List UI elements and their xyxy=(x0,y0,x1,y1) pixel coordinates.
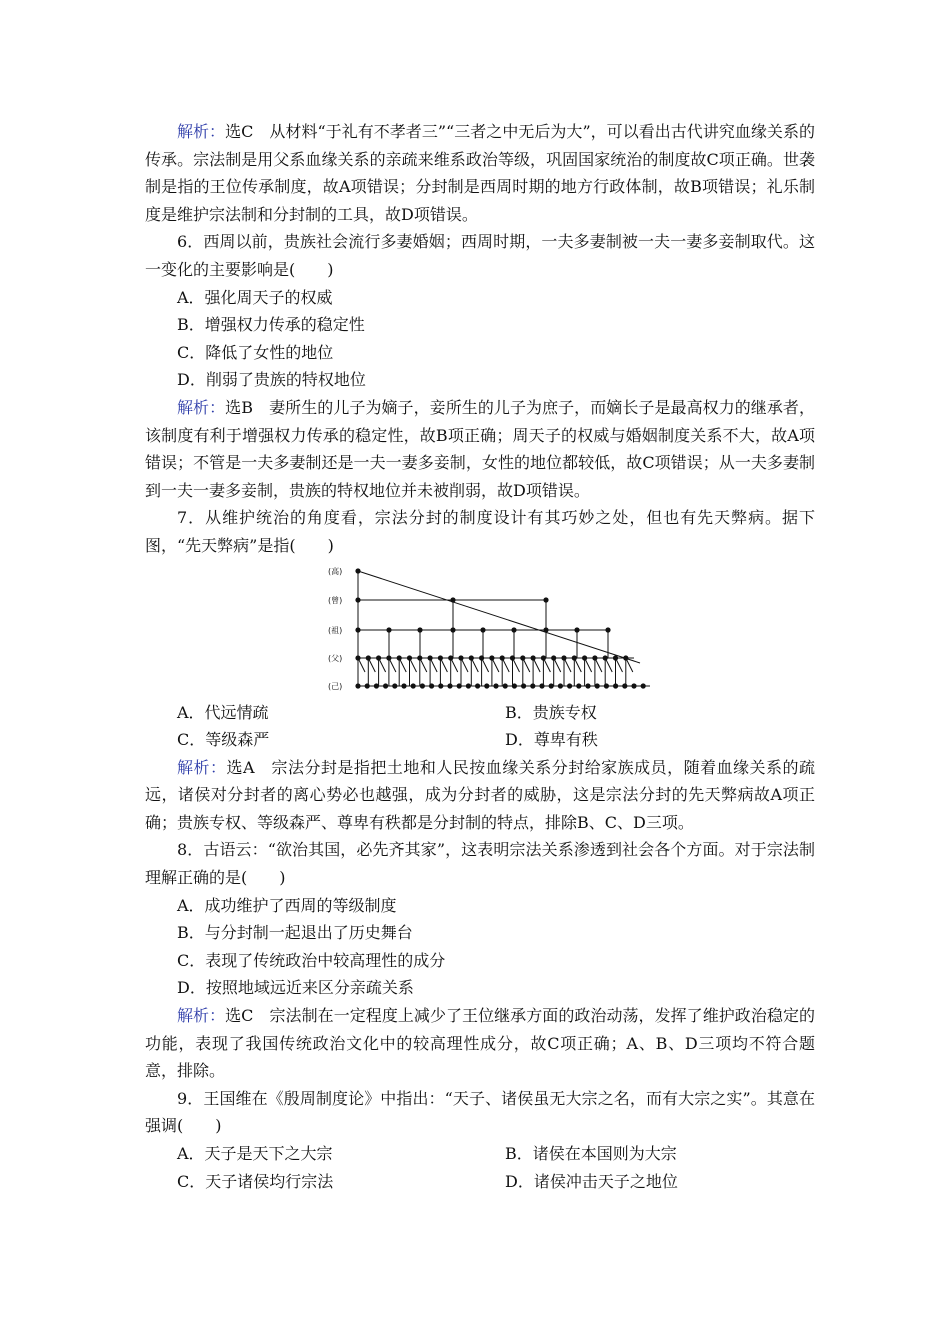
question-stem: 7．从维护统治的角度看，宗法分封的制度设计有其巧妙之处，但也有先天弊病。据下图，“先天弊病”是指( ) xyxy=(145,508,815,555)
tree-node xyxy=(574,627,579,632)
tree-node xyxy=(480,627,485,632)
tree-node xyxy=(355,568,360,573)
tree-node xyxy=(447,683,452,688)
tree-node xyxy=(458,655,463,660)
tree-node xyxy=(355,597,360,602)
analysis-text: 选A 宗法分封是指把土地和人民按血缘关系分封给家族成员，随着血缘关系的疏远，诸侯对分封者的离心势必也越强，成为分封者的威胁，这是宗法分封的先天弊病故A项正确；贵族专权、等级森严、尊卑有秩都是分封制的特点，排除B、C、D三项。 xyxy=(145,757,815,832)
analysis-label: 解析： xyxy=(177,1006,226,1026)
generation-label: (曾) xyxy=(328,595,343,605)
tree-node xyxy=(604,683,609,688)
analysis-label: 解析： xyxy=(177,122,226,141)
tree-node xyxy=(383,683,388,688)
tree-node xyxy=(521,683,526,688)
analysis-paragraph xyxy=(145,118,815,228)
tree-node xyxy=(407,655,412,660)
analysis-label: 解析： xyxy=(177,397,226,417)
tree-node xyxy=(386,655,391,660)
tree-node xyxy=(613,683,618,688)
tree-node xyxy=(585,683,590,688)
answer-option: C．等级森严 xyxy=(177,730,270,750)
tree-node xyxy=(355,655,360,660)
tree-node xyxy=(355,683,360,688)
question-stem: 9．王国维在《殷周制度论》中指出：“天子、诸侯虽无大宗之名，而有大宗之实”。其意在强调( ) xyxy=(145,1088,815,1136)
tree-node xyxy=(641,683,646,688)
tree-node xyxy=(489,655,494,660)
tree-node xyxy=(592,655,597,660)
answer-option: C．降低了女性的地位 xyxy=(177,342,334,362)
answer-option: B．诸侯在本国则为大宗 xyxy=(505,1144,677,1163)
tree-node xyxy=(374,683,379,688)
answer-option: A．代远情疏 xyxy=(177,702,269,722)
tree-node xyxy=(511,627,516,632)
tree-node xyxy=(392,683,397,688)
tree-node xyxy=(450,597,455,602)
tree-node xyxy=(386,627,391,632)
tree-node xyxy=(567,683,572,688)
tree-node xyxy=(429,683,434,688)
tree-node xyxy=(469,655,474,660)
generation-label: (父) xyxy=(328,653,343,663)
tree-node xyxy=(582,655,587,660)
tree-node xyxy=(457,683,462,688)
tree-node xyxy=(539,683,544,688)
tree-node xyxy=(512,683,517,688)
generation-label: (祖) xyxy=(328,625,343,635)
generation-label: (己) xyxy=(328,681,343,691)
analysis-text: 选C 从材料“于礼有不孝者三”“三者之中无后为大”，可以看出古代讲究血缘关系的传承。宗法制是用父系血缘关系的亲疏来维系政治等级，巩固国家统治的制度故C项正确。世袭制是指的王位传承制度，故A项错误；分封制是西周时期的地方行政体制，故B项错误；礼乐制度是维护宗法制和分封制的工具，故D项错误。 xyxy=(145,122,815,224)
tree-node xyxy=(541,655,546,660)
answer-option: C．天子诸侯均行宗法 xyxy=(177,1171,334,1191)
answer-option: A．强化周天子的权威 xyxy=(177,287,333,307)
answer-option-row xyxy=(145,726,815,754)
answer-option: D．按照地域远近来区分亲疏关系 xyxy=(177,978,414,998)
tree-node xyxy=(543,627,548,632)
tree-node xyxy=(551,655,556,660)
tree-node xyxy=(510,655,515,660)
tree-node xyxy=(558,683,563,688)
analysis-text: 选C 宗法制在一定程度上减少了王位继承方面的政治动荡，发挥了维护政治稳定的功能，表现了我国传统政治文化中的较高理性成分，故C项正确；A、B、D三项均不符合题意，排除。 xyxy=(145,1006,815,1081)
tree-node xyxy=(549,683,554,688)
tree-node xyxy=(450,627,455,632)
tree-node xyxy=(448,655,453,660)
tree-node xyxy=(401,683,406,688)
answer-option: B．增强权力传承的稳定性 xyxy=(177,315,365,335)
kinship-tree-diagram xyxy=(328,563,658,693)
answer-option: D．削弱了贵族的特权地位 xyxy=(177,370,366,390)
tree-node xyxy=(503,683,508,688)
answer-option: C．表现了传统政治中较高理性的成分 xyxy=(177,950,446,970)
tree-node xyxy=(365,683,370,688)
tree-node xyxy=(631,683,636,688)
answer-option-row xyxy=(145,699,815,727)
tree-node xyxy=(475,683,480,688)
tree-node xyxy=(531,655,536,660)
tree-node xyxy=(417,627,422,632)
tree-node xyxy=(572,655,577,660)
tree-node xyxy=(355,627,360,632)
question-stem: 8．古语云：“欲治其国，必先齐其家”，这表明宗法关系渗透到社会各个方面。对于宗法制理解正确的是( ) xyxy=(145,840,815,888)
generation-label: (高) xyxy=(328,566,343,576)
tree-node xyxy=(484,683,489,688)
answer-option-row xyxy=(145,1140,815,1168)
tree-node xyxy=(479,655,484,660)
tree-node xyxy=(605,627,610,632)
tree-node xyxy=(438,655,443,660)
tree-node xyxy=(411,683,416,688)
analysis-paragraph xyxy=(145,394,815,504)
answer-option: D．诸侯冲击天子之地位 xyxy=(505,1171,678,1191)
tree-node xyxy=(493,683,498,688)
tree-node xyxy=(366,655,371,660)
tree-node xyxy=(576,683,581,688)
tree-node xyxy=(376,655,381,660)
analysis-label: 解析： xyxy=(177,757,227,777)
tree-node xyxy=(603,655,608,660)
analysis-paragraph xyxy=(145,1002,815,1085)
question-stem: 6．西周以前，贵族社会流行多妻婚姻；西周时期，一夫多妻制被一夫一妻多妾制取代。这一变化的主要影响是( ) xyxy=(145,232,815,279)
tree-node xyxy=(595,683,600,688)
tree-node xyxy=(520,655,525,660)
kinship-tree-figure xyxy=(328,563,658,693)
analysis-text: 选B 妻所生的儿子为嫡子，妾所生的儿子为庶子，而嫡长子是最高权力的继承者，该制度有利于增强权力传承的稳定性，故B项正确；周天子的权威与婚姻制度关系不大，故A项错误；不管是一夫多妻制还是一夫一妻多妾制，女性的地位都较低，故C项错误；从一夫多妻制到一夫一妻多妾制，贵族的特权地位并未被削弱，故D项错误。 xyxy=(145,397,815,500)
answer-option: D．尊卑有秩 xyxy=(505,730,598,750)
tree-node xyxy=(561,655,566,660)
tree-node xyxy=(428,655,433,660)
tree-node xyxy=(466,683,471,688)
tree-node xyxy=(397,655,402,660)
answer-option: B．与分封制一起退出了历史舞台 xyxy=(177,923,413,943)
document-page xyxy=(145,118,815,1195)
tree-edge xyxy=(358,571,640,663)
tree-node xyxy=(623,655,628,660)
answer-option: A．天子是天下之大宗 xyxy=(177,1144,333,1163)
tree-node xyxy=(500,655,505,660)
tree-node xyxy=(613,655,618,660)
tree-node xyxy=(420,683,425,688)
answer-option-row xyxy=(145,1168,815,1196)
tree-node xyxy=(622,683,627,688)
tree-node xyxy=(417,655,422,660)
answer-option: A．成功维护了西周的等级制度 xyxy=(177,895,397,915)
tree-node xyxy=(530,683,535,688)
answer-option: B．贵族专权 xyxy=(505,702,597,722)
tree-node xyxy=(543,597,548,602)
analysis-paragraph xyxy=(145,754,815,837)
tree-node xyxy=(438,683,443,688)
